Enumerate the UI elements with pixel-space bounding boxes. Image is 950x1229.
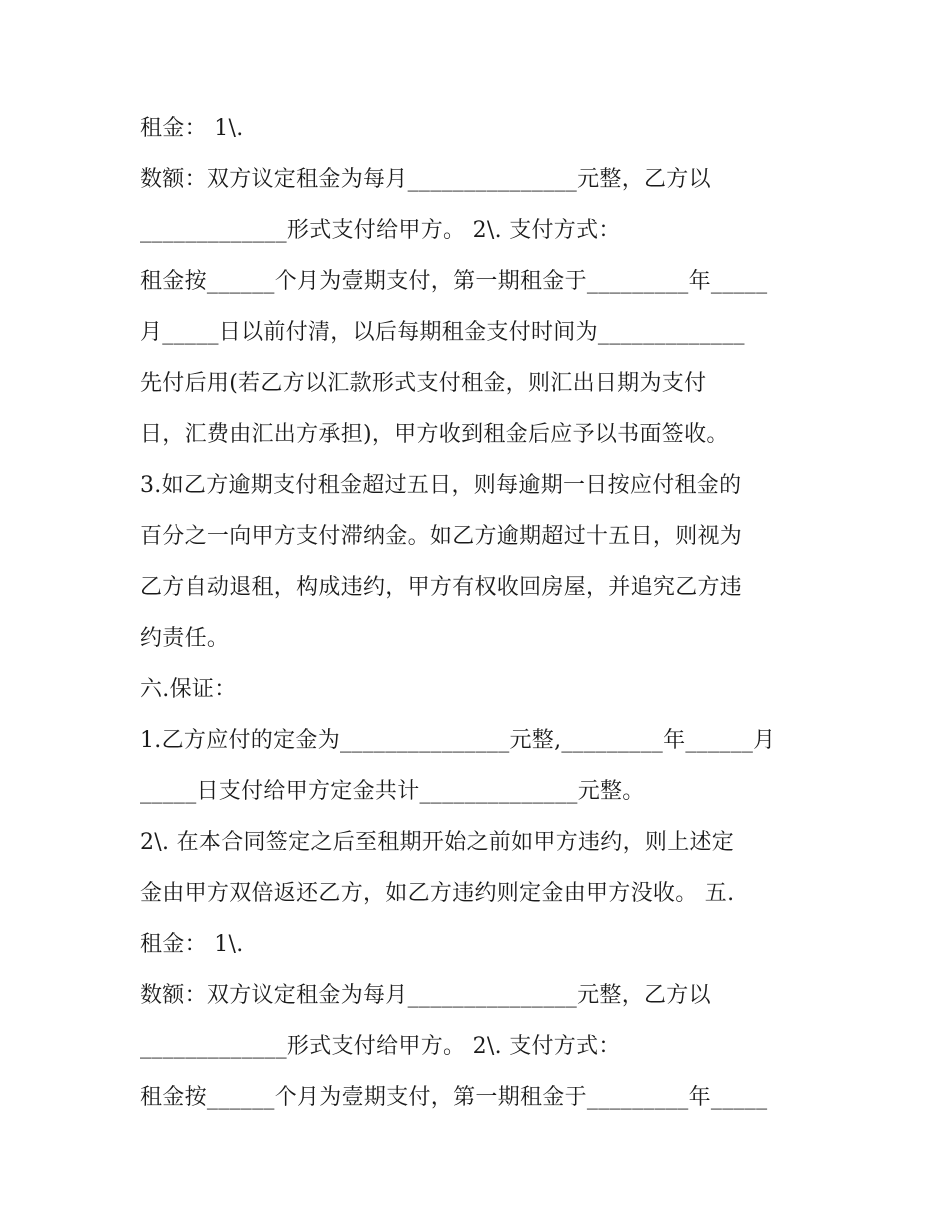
- text-line: 月_____日以前付清，以后每期租金支付时间为_____________: [140, 320, 745, 345]
- text-line: 乙方自动退租，构成违约，甲方有权收回房屋，并追究乙方违: [140, 575, 743, 600]
- text-line: 百分之一向甲方支付滞纳金。如乙方逾期超过十五日，则视为: [140, 524, 743, 549]
- text-line: 先付后用(若乙方以汇款形式支付租金，则汇出日期为支付: [140, 371, 707, 396]
- text-line: 数额：双方议定租金为每月_______________元整，乙方以: [140, 983, 711, 1008]
- text-line: 租金按______个月为壹期支付，第一期租金于_________年_____: [140, 269, 768, 294]
- text-line: _____________形式支付给甲方。 2\. 支付方式：: [140, 1034, 621, 1059]
- text-line: 2\. 在本合同签定之后至租期开始之前如甲方违约，则上述定: [140, 830, 735, 855]
- text-line: _____________形式支付给甲方。 2\. 支付方式：: [140, 218, 621, 243]
- document-body: [140, 103, 820, 1123]
- text-line: 金由甲方双倍返还乙方，如乙方违约则定金由甲方没收。 五.: [140, 881, 735, 906]
- section-heading: 六.保证：: [140, 677, 237, 702]
- text-line: 日，汇费由汇出方承担)，甲方收到租金后应予以书面签收。: [140, 422, 729, 447]
- text-line: 租金： 1\.: [140, 932, 244, 957]
- text-line: 3.如乙方逾期支付租金超过五日，则每逾期一日按应付租金的: [140, 473, 742, 498]
- text-line: 1.乙方应付的定金为_______________元整,_________年______月: [140, 728, 776, 753]
- text-line: 约责任。: [140, 626, 230, 651]
- text-line: _____日支付给甲方定金共计______________元整。: [140, 779, 645, 804]
- text-line: 数额：双方议定租金为每月_______________元整，乙方以: [140, 167, 711, 192]
- text-line: 租金： 1\.: [140, 116, 244, 141]
- text-line: 租金按______个月为壹期支付，第一期租金于_________年_____: [140, 1085, 768, 1110]
